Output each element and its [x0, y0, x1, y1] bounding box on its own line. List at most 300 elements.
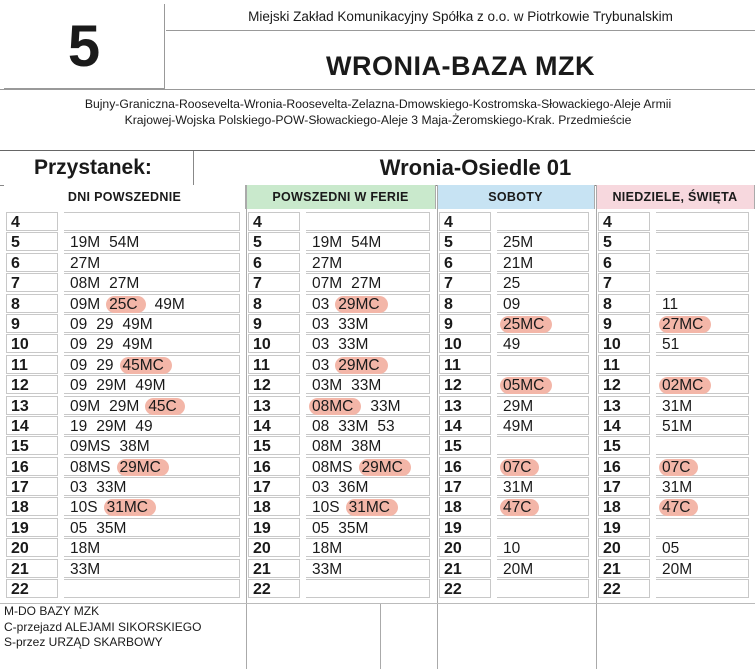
hour-label: 5 — [439, 232, 491, 251]
hour-label: 8 — [6, 294, 58, 313]
hour-row — [6, 538, 244, 558]
hour-row — [248, 334, 434, 354]
departures — [64, 273, 240, 292]
departures — [306, 294, 430, 313]
hour-label: 6 — [248, 253, 300, 272]
hour-label: 12 — [6, 375, 58, 394]
departures — [497, 497, 589, 516]
departures — [656, 375, 749, 394]
departure-time: 19M — [70, 234, 101, 252]
hour-label: 18 — [598, 497, 650, 516]
departure-time: 09 — [503, 295, 521, 313]
hour-label: 8 — [248, 294, 300, 313]
departure-time: 07M — [312, 275, 343, 293]
hour-label: 21 — [6, 559, 58, 578]
departure-time: 53 — [377, 417, 395, 435]
departure-time: 05 — [312, 519, 330, 537]
hour-row — [439, 396, 593, 416]
hour-row — [248, 579, 434, 599]
departure-time: 33M — [338, 315, 369, 333]
departure-time: 29 — [96, 336, 114, 354]
departure-time: 10 — [503, 540, 521, 558]
departures — [497, 253, 589, 272]
departure-time: 08 — [312, 417, 330, 435]
hour-label: 10 — [598, 334, 650, 353]
hour-row — [248, 396, 434, 416]
departure-time: 08M — [312, 438, 343, 456]
departure-time: 33M — [351, 377, 382, 395]
hour-row — [598, 497, 753, 517]
hour-label: 15 — [6, 436, 58, 455]
hour-label: 9 — [598, 314, 650, 333]
departure-time: 20M — [503, 560, 534, 578]
legend — [4, 604, 376, 651]
hour-label: 9 — [248, 314, 300, 333]
hour-label: 13 — [6, 396, 58, 415]
departures — [64, 579, 240, 598]
departures — [306, 334, 430, 353]
departure-time: 09M — [70, 397, 101, 415]
departures — [656, 579, 749, 598]
departures — [64, 294, 240, 313]
departure-time: 49M — [503, 417, 534, 435]
hour-label: 9 — [439, 314, 491, 333]
departure-time: 18M — [312, 540, 343, 558]
hour-label: 6 — [439, 253, 491, 272]
departure-time: 33M — [370, 397, 401, 415]
departure-time-highlighted: 25C — [106, 296, 145, 313]
departure-time: 18M — [70, 540, 101, 558]
hour-row — [6, 396, 244, 416]
departure-time: 03M — [312, 377, 343, 395]
column-header-sunday: NIEDZIELE, ŚWIĘTA — [596, 185, 755, 209]
hour-row — [248, 497, 434, 517]
hour-row — [598, 355, 753, 375]
hour-label: 19 — [6, 518, 58, 537]
departures — [64, 375, 240, 394]
hour-row — [439, 355, 593, 375]
hour-row — [6, 294, 244, 314]
departures — [656, 232, 749, 251]
departures — [656, 538, 749, 557]
hour-label: 16 — [248, 457, 300, 476]
departure-time-highlighted: 07C — [659, 459, 698, 476]
departure-time: 10S — [312, 499, 340, 517]
hour-label: 19 — [248, 518, 300, 537]
departures — [306, 457, 430, 476]
departure-time: 33M — [96, 479, 127, 497]
stop-label: Przystanek: — [4, 151, 194, 185]
hour-label: 11 — [439, 355, 491, 374]
departure-time: 29 — [96, 356, 114, 374]
departure-time: 49 — [503, 336, 521, 354]
departures — [497, 355, 589, 374]
hour-label: 13 — [598, 396, 650, 415]
departure-time: 03 — [312, 315, 330, 333]
departure-time: 49M — [135, 377, 166, 395]
hour-row — [439, 375, 593, 395]
hour-label: 15 — [439, 436, 491, 455]
departure-time: 33M — [338, 336, 369, 354]
hour-row — [248, 232, 434, 252]
hour-label: 5 — [248, 232, 300, 251]
hour-row — [6, 334, 244, 354]
hour-row — [6, 253, 244, 273]
hour-label: 14 — [439, 416, 491, 435]
departure-time-highlighted: 25MC — [500, 316, 552, 333]
hour-row — [598, 314, 753, 334]
departures — [656, 436, 749, 455]
column-divider — [437, 185, 438, 669]
departures — [656, 273, 749, 292]
hour-label: 14 — [598, 416, 650, 435]
departure-time: 09M — [70, 295, 101, 313]
hour-row — [439, 416, 593, 436]
departures — [306, 477, 430, 496]
column-header-ferie: POWSZEDNI W FERIE — [246, 185, 436, 209]
departure-time: 31M — [662, 479, 693, 497]
departure-time-highlighted: 29MC — [117, 459, 169, 476]
hour-label: 16 — [598, 457, 650, 476]
hour-row — [6, 416, 244, 436]
departure-time-highlighted: 29MC — [359, 459, 411, 476]
departure-time: 29M — [96, 377, 127, 395]
departure-time: 33M — [312, 560, 343, 578]
hour-row — [439, 518, 593, 538]
hour-label: 17 — [248, 477, 300, 496]
hour-label: 8 — [598, 294, 650, 313]
departure-time: 10S — [70, 499, 98, 517]
departure-time: 09 — [70, 377, 88, 395]
departures — [497, 314, 589, 333]
departures — [497, 538, 589, 557]
departure-time: 05 — [662, 540, 680, 558]
departures — [306, 497, 430, 516]
departures — [306, 273, 430, 292]
hour-label: 18 — [248, 497, 300, 516]
hour-row — [598, 375, 753, 395]
hour-row — [598, 538, 753, 558]
departures — [64, 416, 240, 435]
hour-row — [6, 457, 244, 477]
departure-time: 27M — [109, 275, 140, 293]
hour-row — [598, 518, 753, 538]
departures — [64, 212, 240, 231]
hour-label: 10 — [248, 334, 300, 353]
hour-label: 17 — [439, 477, 491, 496]
hour-label: 10 — [439, 334, 491, 353]
route-streets — [8, 96, 748, 128]
departure-time: 09 — [70, 315, 88, 333]
departures — [497, 396, 589, 415]
hour-label: 8 — [439, 294, 491, 313]
hour-label: 12 — [598, 375, 650, 394]
departures — [64, 436, 240, 455]
hour-label: 7 — [6, 273, 58, 292]
hour-row — [439, 294, 593, 314]
departure-time: 51 — [662, 336, 680, 354]
hour-row — [248, 416, 434, 436]
departure-time: 36M — [338, 479, 369, 497]
departures — [497, 436, 589, 455]
departures — [64, 538, 240, 557]
departure-time: 49M — [154, 295, 185, 313]
column-divider — [246, 185, 247, 669]
column-saturday — [439, 212, 593, 599]
departure-time: 51M — [662, 417, 693, 435]
departures — [306, 559, 430, 578]
hour-row — [6, 375, 244, 395]
hour-label: 6 — [6, 253, 58, 272]
hour-label: 15 — [248, 436, 300, 455]
hour-label: 18 — [439, 497, 491, 516]
departures — [306, 396, 430, 415]
departures — [656, 294, 749, 313]
stop-name: Wronia-Osiedle 01 — [379, 155, 572, 180]
hour-row — [6, 579, 244, 599]
departure-time-highlighted: 29MC — [335, 296, 387, 313]
departure-time: 19M — [312, 234, 343, 252]
column-header-saturday: SOBOTY — [437, 185, 595, 209]
hour-label: 11 — [248, 355, 300, 374]
hour-label: 22 — [6, 579, 58, 598]
hour-label: 20 — [248, 538, 300, 557]
departure-time: 11 — [662, 295, 679, 313]
hour-row — [439, 477, 593, 497]
hour-row — [6, 273, 244, 293]
departure-time-highlighted: 31MC — [104, 499, 156, 516]
hour-label: 17 — [598, 477, 650, 496]
hour-row — [248, 212, 434, 232]
hour-row — [248, 314, 434, 334]
departures — [497, 518, 589, 537]
hour-label: 13 — [439, 396, 491, 415]
hour-row — [439, 334, 593, 354]
departures — [656, 559, 749, 578]
hour-row — [439, 253, 593, 273]
departures — [497, 375, 589, 394]
hour-label: 11 — [6, 355, 58, 374]
departures — [656, 334, 749, 353]
hour-label: 22 — [248, 579, 300, 598]
departure-time: 03 — [312, 295, 330, 313]
departure-time: 33M — [70, 560, 101, 578]
departure-time: 49M — [122, 336, 153, 354]
departure-time: 03 — [312, 356, 330, 374]
hour-label: 18 — [6, 497, 58, 516]
departure-time-highlighted: 29MC — [335, 357, 387, 374]
hour-row — [598, 477, 753, 497]
departure-time-highlighted: 31MC — [346, 499, 398, 516]
hour-row — [6, 232, 244, 252]
departures — [497, 579, 589, 598]
departures — [656, 457, 749, 476]
departure-time: 38M — [351, 438, 382, 456]
hour-label: 4 — [598, 212, 650, 231]
departure-time: 29M — [109, 397, 140, 415]
departure-time-highlighted: 07C — [500, 459, 539, 476]
departure-time-highlighted: 05MC — [500, 377, 552, 394]
hour-label: 20 — [598, 538, 650, 557]
hour-row — [598, 396, 753, 416]
departures — [497, 232, 589, 251]
hour-label: 5 — [598, 232, 650, 251]
departures — [497, 212, 589, 231]
departure-time: 09 — [70, 336, 88, 354]
departures — [306, 436, 430, 455]
hour-label: 19 — [598, 518, 650, 537]
departure-time: 54M — [109, 234, 140, 252]
departures — [64, 314, 240, 333]
departures — [306, 375, 430, 394]
hour-row — [598, 579, 753, 599]
departure-time: 03 — [312, 479, 330, 497]
hour-row — [248, 457, 434, 477]
hour-label: 16 — [439, 457, 491, 476]
hour-label: 21 — [439, 559, 491, 578]
hour-row — [598, 416, 753, 436]
departures — [64, 232, 240, 251]
departures — [64, 334, 240, 353]
departures — [497, 334, 589, 353]
hour-row — [6, 559, 244, 579]
departure-time: 31M — [662, 397, 693, 415]
departures — [64, 559, 240, 578]
hour-row — [598, 253, 753, 273]
hour-row — [439, 497, 593, 517]
hour-row — [598, 436, 753, 456]
stop-bar — [0, 150, 755, 186]
column-weekday — [6, 212, 244, 599]
hour-row — [248, 355, 434, 375]
legend-item: S-przez URZĄD SKARBOWY — [4, 635, 163, 649]
hour-row — [248, 518, 434, 538]
departure-time: 49 — [135, 417, 153, 435]
departure-time: 08MS — [70, 458, 111, 476]
hour-label: 7 — [248, 273, 300, 292]
departures — [64, 477, 240, 496]
departure-time-highlighted: 27MC — [659, 316, 711, 333]
hour-row — [439, 273, 593, 293]
departures — [306, 518, 430, 537]
departure-time-highlighted: 02MC — [659, 377, 711, 394]
hour-row — [248, 375, 434, 395]
departure-time: 08MS — [312, 458, 353, 476]
hour-label: 17 — [6, 477, 58, 496]
route-title: WRONIA-BAZA MZK — [326, 51, 595, 81]
departure-time: 19 — [70, 417, 88, 435]
hour-label: 14 — [6, 416, 58, 435]
route-streets-line: Krajowej-Wojska Polskiego-POW-Słowackiego-Aleje 3 Maja-Żeromskiego-Krak. Przedmieście — [124, 113, 632, 127]
departures — [656, 212, 749, 231]
hour-row — [598, 559, 753, 579]
departures — [64, 518, 240, 537]
hour-label: 20 — [439, 538, 491, 557]
departure-time-highlighted: 45MC — [120, 357, 172, 374]
hour-row — [248, 294, 434, 314]
departure-time: 38M — [119, 438, 150, 456]
departure-time: 35M — [96, 519, 127, 537]
departure-time: 25M — [503, 234, 534, 252]
blank-footer-panel — [380, 604, 755, 669]
hour-label: 21 — [248, 559, 300, 578]
hour-row — [248, 477, 434, 497]
departures — [497, 477, 589, 496]
departures — [306, 579, 430, 598]
departure-time: 29M — [96, 417, 127, 435]
hour-label: 22 — [598, 579, 650, 598]
departures — [306, 253, 430, 272]
hour-label: 12 — [248, 375, 300, 394]
hour-label: 6 — [598, 253, 650, 272]
departures — [656, 253, 749, 272]
hour-row — [248, 273, 434, 293]
departures — [656, 396, 749, 415]
hour-label: 7 — [598, 273, 650, 292]
hour-row — [439, 579, 593, 599]
hour-row — [6, 212, 244, 232]
departure-time: 33M — [338, 417, 369, 435]
hour-label: 13 — [248, 396, 300, 415]
line-number: 5 — [4, 4, 165, 89]
hour-label: 10 — [6, 334, 58, 353]
departure-time: 08M — [70, 275, 101, 293]
departure-time: 49M — [122, 315, 153, 333]
hour-label: 15 — [598, 436, 650, 455]
hour-label: 9 — [6, 314, 58, 333]
hour-label: 14 — [248, 416, 300, 435]
departures — [306, 416, 430, 435]
hour-label: 21 — [598, 559, 650, 578]
hour-row — [248, 559, 434, 579]
hour-row — [6, 518, 244, 538]
legend-item: C-przejazd ALEJAMI SIKORSKIEGO — [4, 619, 202, 634]
hour-row — [598, 294, 753, 314]
departure-time: 20M — [662, 560, 693, 578]
company-name: Miejski Zakład Komunikacyjny Spółka z o.o. w Piotrkowie Trybunalskim — [248, 9, 673, 24]
departures — [64, 253, 240, 272]
route-streets-line: Bujny-Graniczna-Roosevelta-Wronia-Roosevelta-Zelazna-Dmowskiego-Kostromska-Słowackiego-Aleje Armii — [84, 97, 672, 111]
departures — [306, 232, 430, 251]
departures — [656, 314, 749, 333]
departure-time: 29 — [96, 315, 114, 333]
departure-time: 54M — [351, 234, 382, 252]
departures — [497, 294, 589, 313]
departure-time: 09 — [70, 356, 88, 374]
hour-row — [598, 457, 753, 477]
header-bottom-divider — [0, 89, 755, 90]
departures — [497, 273, 589, 292]
departures — [306, 355, 430, 374]
hour-label: 12 — [439, 375, 491, 394]
departures — [497, 559, 589, 578]
hour-row — [248, 436, 434, 456]
departure-time-highlighted: 08MC — [309, 398, 361, 415]
header-divider — [166, 30, 755, 31]
departure-time: 05 — [70, 519, 88, 537]
departure-time-highlighted: 47C — [500, 499, 539, 516]
hour-row — [6, 477, 244, 497]
departures — [656, 518, 749, 537]
departure-time: 25 — [503, 275, 521, 293]
hour-row — [6, 355, 244, 375]
departure-time: 35M — [338, 519, 369, 537]
hour-label: 11 — [598, 355, 650, 374]
hour-row — [439, 457, 593, 477]
hour-label: 20 — [6, 538, 58, 557]
departures — [656, 355, 749, 374]
hour-row — [439, 436, 593, 456]
